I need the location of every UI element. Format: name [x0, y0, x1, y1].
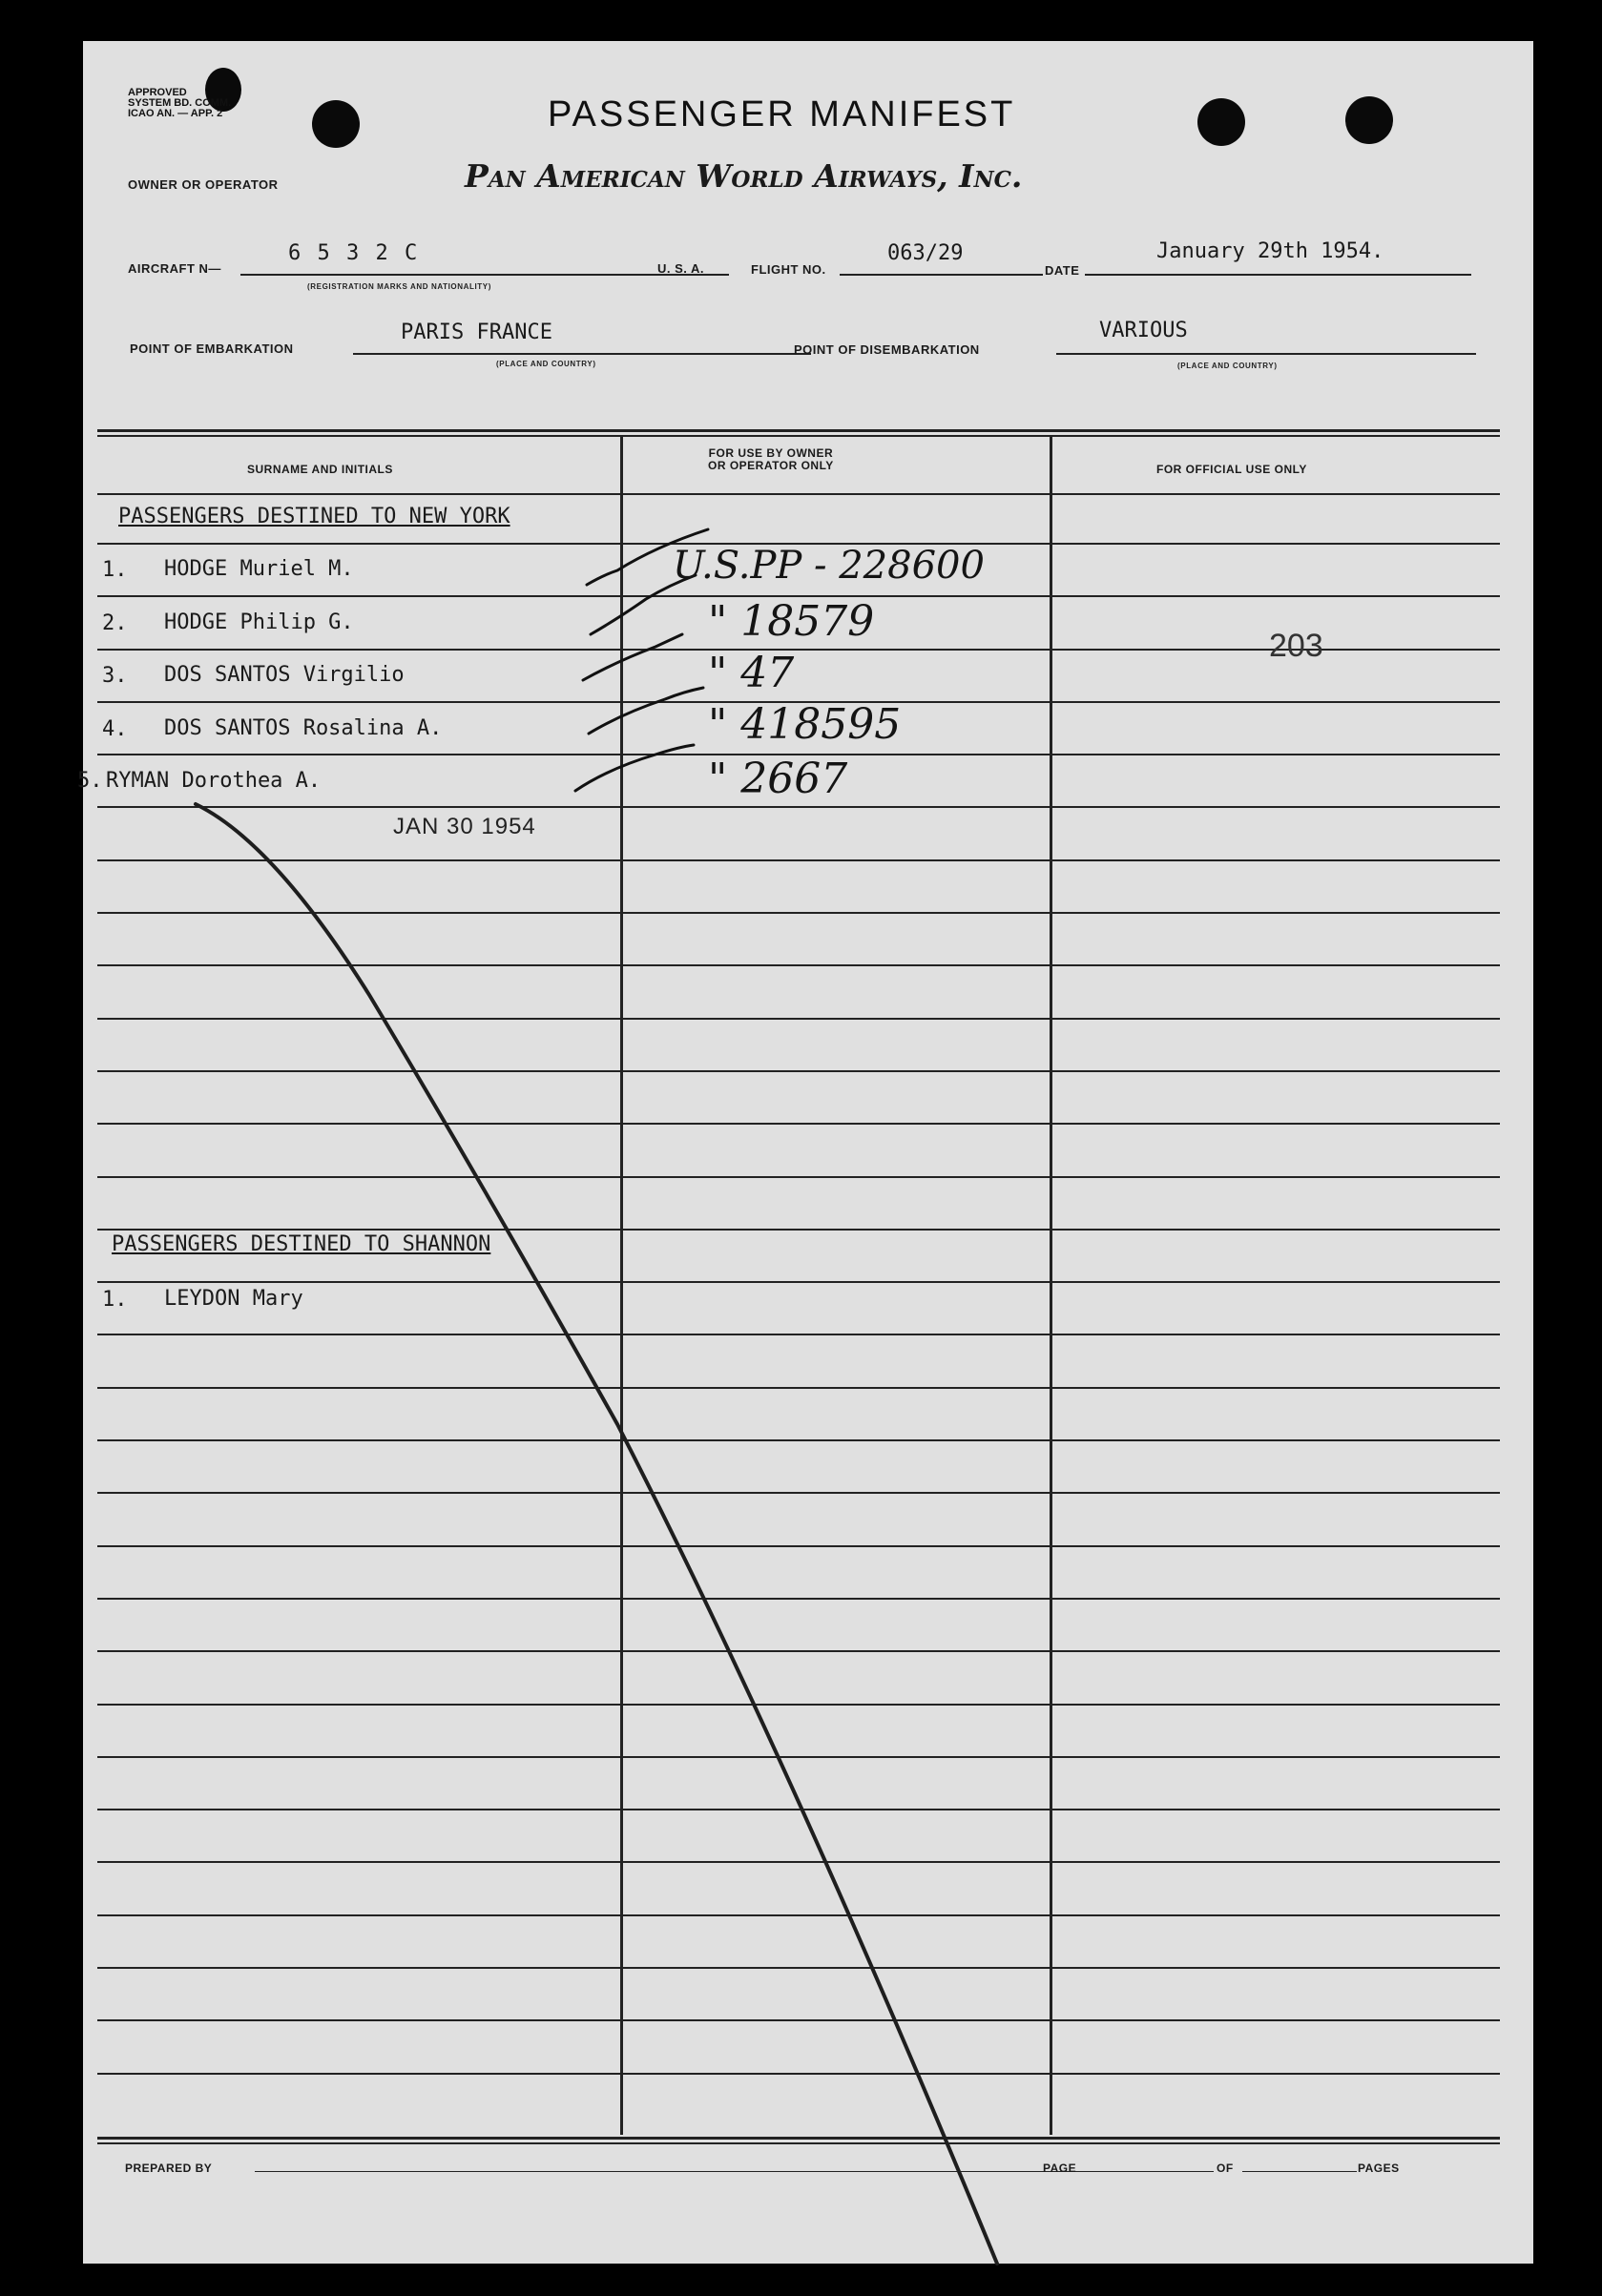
passenger-number: 2.: [102, 611, 128, 635]
passenger-name: DOS SANTOS Rosalina A.: [164, 716, 443, 740]
date-label: DATE: [1045, 263, 1080, 278]
date-stamp: JAN 30 1954: [393, 814, 536, 839]
page-title: PASSENGER MANIFEST: [548, 94, 1016, 134]
passenger-name: HODGE Philip G.: [164, 610, 354, 634]
passenger-number: 5.: [77, 769, 103, 793]
passenger-number: 1.: [102, 558, 128, 582]
column-header-official: FOR OFFICIAL USE ONLY: [1156, 463, 1307, 476]
passport-number: " 18579: [708, 597, 875, 646]
approval-line: ICAO AN. — APP. 2: [128, 108, 223, 119]
passenger-name: HODGE Muriel M.: [164, 557, 354, 581]
passport-number: U.S.PP - 228600: [673, 544, 985, 588]
underline: [255, 2171, 1094, 2172]
embarkation-value: PARIS FRANCE: [401, 321, 552, 344]
official-note: 203: [1269, 628, 1323, 664]
passenger-name: RYMAN Dorothea A.: [106, 769, 322, 793]
prepared-by-label: PREPARED BY: [125, 2162, 213, 2175]
passenger-name: LEYDON Mary: [164, 1287, 303, 1311]
section-heading: PASSENGERS DESTINED TO SHANNON: [112, 1232, 491, 1256]
column-header-surname: SURNAME AND INITIALS: [247, 463, 393, 476]
approval-line: APPROVED: [128, 87, 187, 98]
disembarkation-label: POINT OF DISEMBARKATION: [794, 342, 980, 357]
place-caption: (PLACE AND COUNTRY): [496, 360, 596, 368]
passenger-number: 3.: [102, 664, 128, 688]
flight-number: 063/29: [887, 241, 964, 265]
pages-label: PAGES: [1358, 2162, 1400, 2175]
passport-number: " 47: [708, 649, 795, 697]
strike-through-line: [83, 41, 1533, 2264]
header-line: FOR USE BY OWNER: [708, 446, 834, 460]
passenger-name: DOS SANTOS Virgilio: [164, 663, 405, 687]
flight-label: FLIGHT NO.: [751, 262, 826, 277]
registration-caption: (REGISTRATION MARKS AND NATIONALITY): [307, 282, 491, 291]
place-caption: (PLACE AND COUNTRY): [1177, 362, 1278, 370]
passport-number: " 418595: [708, 700, 902, 749]
of-label: OF: [1217, 2162, 1234, 2175]
usa-label: U. S. A.: [657, 261, 705, 276]
flight-date: January 29th 1954.: [1156, 239, 1384, 263]
aircraft-label: AIRCRAFT N—: [128, 261, 221, 276]
passenger-number: 4.: [102, 717, 128, 741]
underline: [1090, 2171, 1214, 2172]
aircraft-number: 6 5 3 2 C: [288, 241, 420, 265]
page-label: PAGE: [1043, 2162, 1077, 2175]
approval-line: SYSTEM BD. COMM.: [128, 97, 232, 109]
header-line: OR OPERATOR ONLY: [708, 459, 834, 472]
section-heading: PASSENGERS DESTINED TO NEW YORK: [118, 505, 510, 528]
disembarkation-value: VARIOUS: [1099, 319, 1188, 342]
passenger-number: 1.: [102, 1288, 128, 1312]
passport-number: " 2667: [708, 755, 848, 803]
embarkation-label: POINT OF EMBARKATION: [130, 341, 294, 356]
airline-name: Pan American World Airways, Inc.: [465, 157, 1023, 195]
owner-label: OWNER OR OPERATOR: [128, 177, 279, 192]
manifest-page: [77, 41, 1533, 2264]
underline: [1242, 2171, 1357, 2172]
